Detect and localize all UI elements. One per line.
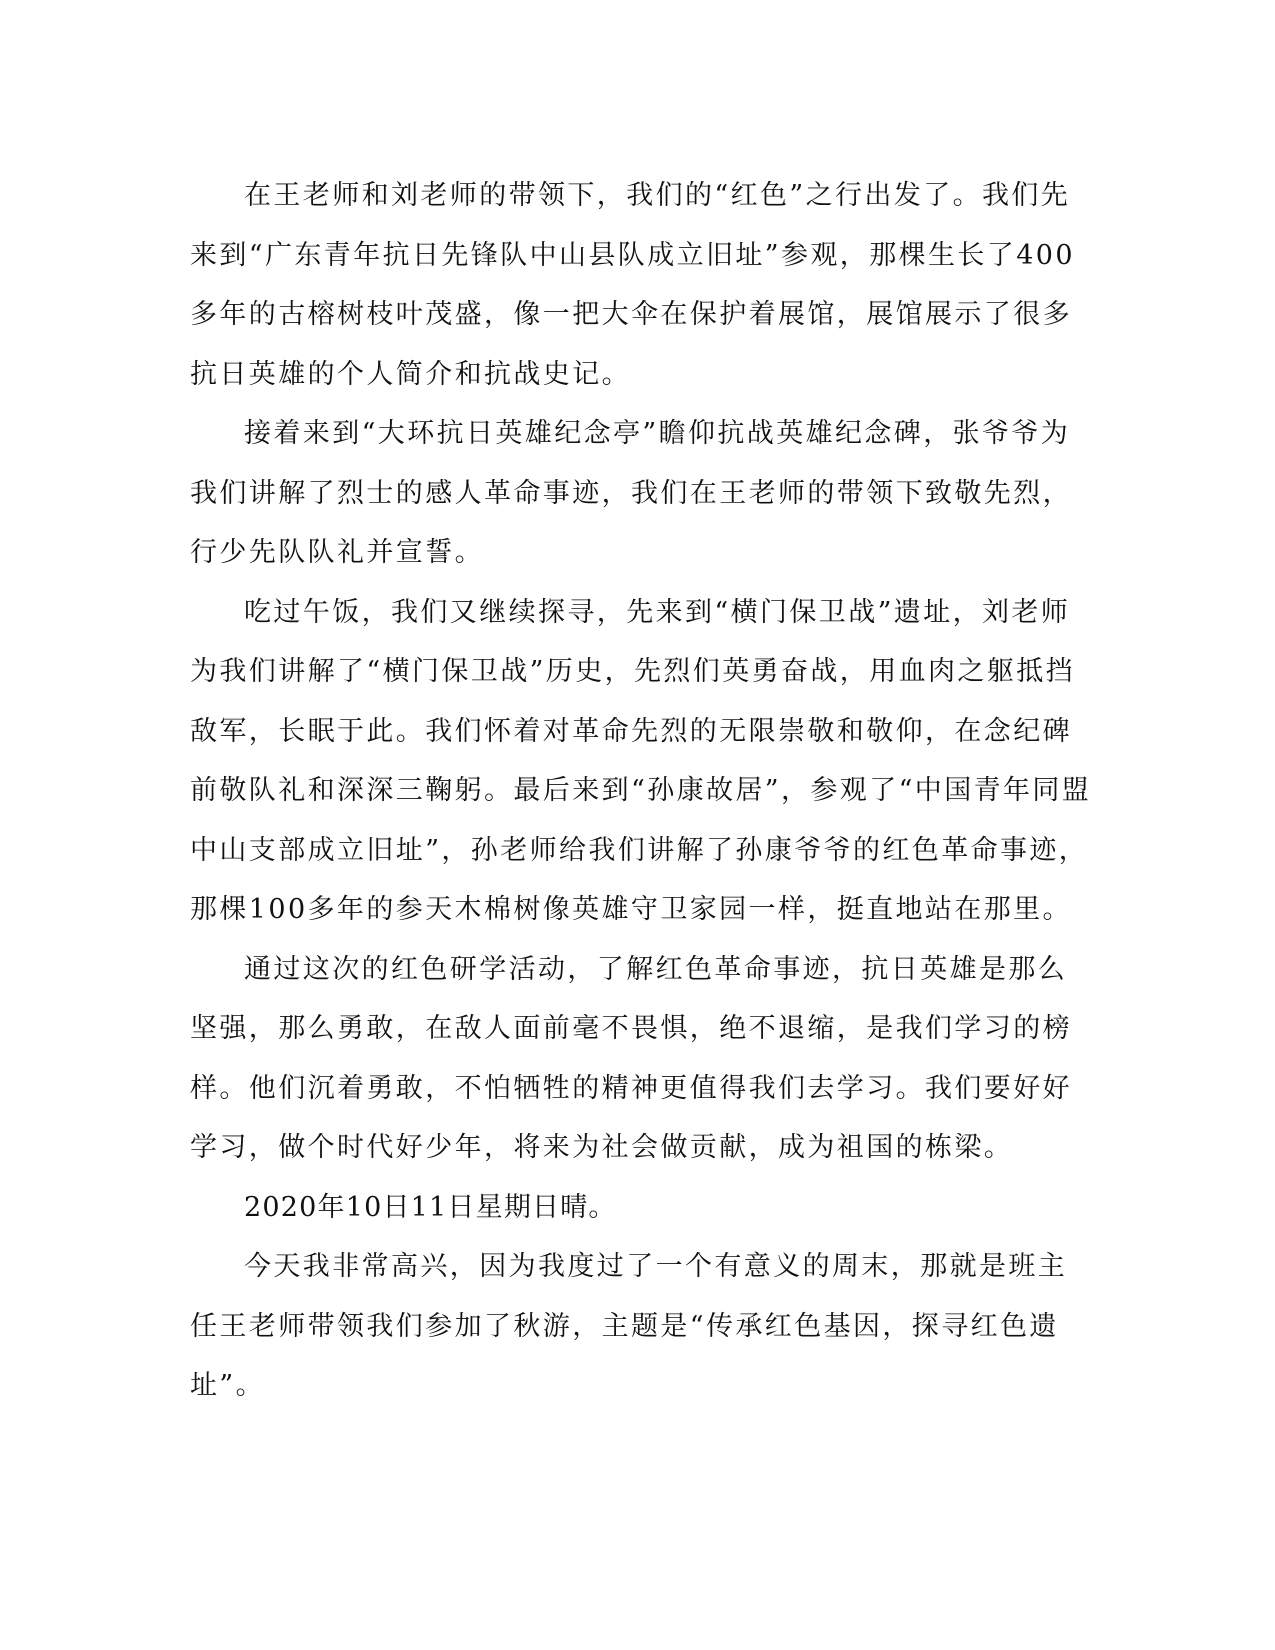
paragraph-reflection: 通过这次的红色研学活动，了解红色革命事迹，抗日英雄是那么坚强，那么勇敢，在敌人面前毫不畏惧，绝不退缩，是我们学习的榜样。他们沉着勇敢，不怕牺牲的精神更值得我们去学习。我们要好好学习，做个时代好少年，将来为社会做贡献，成为祖国的栋梁。 <box>190 953 1072 1163</box>
paragraph-afternoon-visits: 吃过午饭，我们又继续探寻，先来到“横门保卫战”遗址，刘老师为我们讲解了“横门保卫战”历史，先烈们英勇奋战，用血肉之躯抵挡敌军，长眠于此。我们怀着对革命先烈的无限崇敬和敬仰，在念纪碑前敬队礼和深深三鞠躬。最后来到“孙康故居”，参观了“中国青年同盟中山支部成立旧址”，孙老师给我们讲解了孙康爷爷的红色革命事迹，那棵100多年的参天木棉树像英雄守卫家园一样，挺直地站在那里。 <box>190 596 1092 925</box>
paragraph-memorial-pavilion: 接着来到“大环抗日英雄纪念亭”瞻仰抗战英雄纪念碑，张爷爷为我们讲解了烈士的感人革命事迹，我们在王老师的带领下致敬先烈，行少先队队礼并宣誓。 <box>190 418 1072 568</box>
paragraph-weekend-intro: 今天我非常高兴，因为我度过了一个有意义的周末，那就是班主任王老师带领我们参加了秋游，主题是“传承红色基因，探寻红色遗址”。 <box>190 1251 1068 1401</box>
document-body <box>190 166 1095 1416</box>
paragraph-first-visit: 在王老师和刘老师的带领下，我们的“红色”之行出发了。我们先来到“广东青年抗日先锋队中山县队成立旧址”参观，那棵生长了400多年的古榕树枝叶茂盛，像一把大伞在保护着展馆，展馆展示了很多抗日英雄的个人简介和抗战史记。 <box>190 180 1075 390</box>
paragraph-date: 2020年10日11日星期日晴。 <box>244 1191 617 1223</box>
